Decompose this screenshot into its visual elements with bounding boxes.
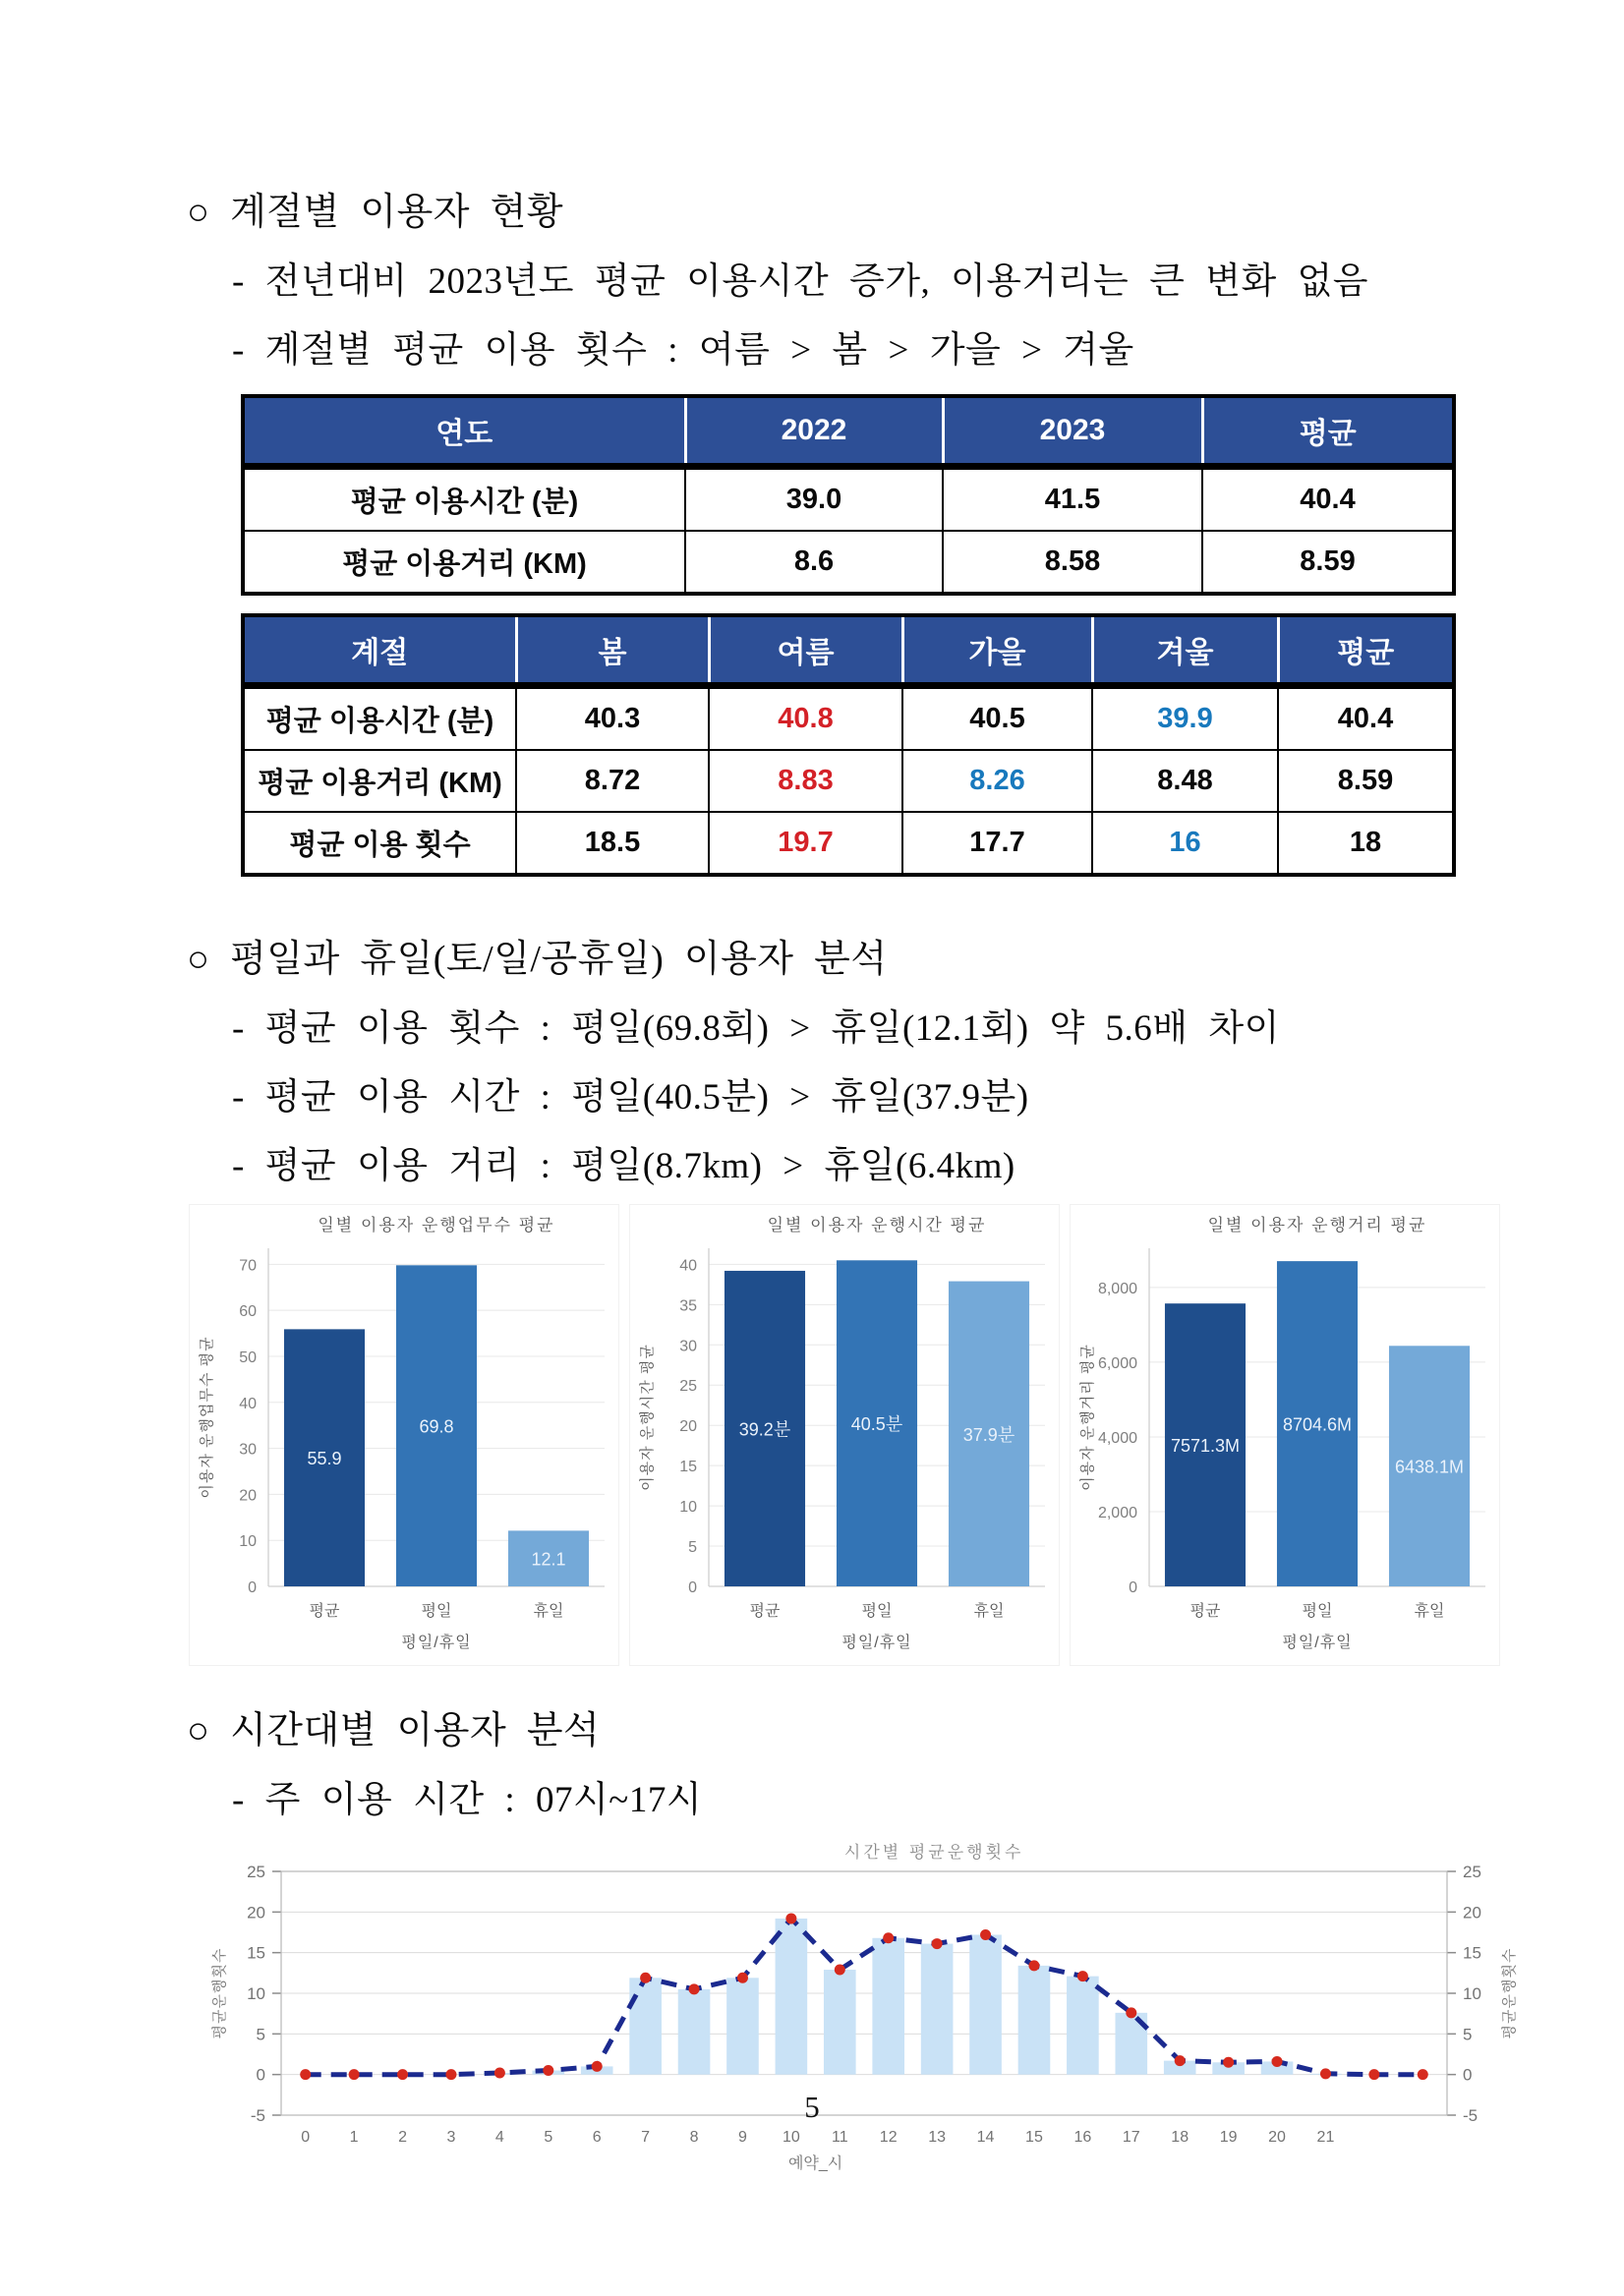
svg-text:5: 5: [688, 1539, 697, 1557]
table-cell: 8.72: [516, 750, 709, 812]
column-header: 연도: [243, 396, 685, 467]
chart-daily-trip-distance: [1070, 1204, 1500, 1666]
svg-text:평균: 평균: [309, 1603, 340, 1620]
svg-text:휴일: 휴일: [973, 1603, 1005, 1620]
table-cell: 16: [1092, 812, 1278, 875]
table-cell: 8.83: [709, 750, 902, 812]
svg-text:0: 0: [1463, 2065, 1473, 2085]
column-header: 계절: [243, 615, 516, 686]
svg-text:15: 15: [679, 1459, 697, 1476]
svg-text:평일: 평일: [861, 1603, 893, 1620]
svg-text:-5: -5: [250, 2106, 265, 2125]
weekday-bullet-3: - 평균 이용 거리 : 평일(8.7km) > 휴일(6.4km): [232, 1146, 1015, 1186]
svg-text:-5: -5: [1463, 2106, 1479, 2125]
weekday-bullet-2: - 평균 이용 시간 : 평일(40.5분) > 휴일(37.9분): [232, 1077, 1029, 1118]
column-header: 겨울: [1092, 615, 1278, 686]
svg-text:10: 10: [1463, 1984, 1481, 2003]
svg-text:평균: 평균: [749, 1603, 781, 1620]
svg-text:17: 17: [1122, 2129, 1140, 2146]
svg-text:8,000: 8,000: [1097, 1280, 1137, 1297]
svg-text:12.1: 12.1: [531, 1549, 566, 1570]
svg-text:휴일: 휴일: [533, 1603, 564, 1620]
table-cell: 39.9: [1092, 686, 1278, 751]
table-row: [243, 812, 1454, 875]
svg-text:일별 이용자 운행시간 평균: 일별 이용자 운행시간 평균: [767, 1216, 987, 1234]
svg-text:0: 0: [1129, 1579, 1137, 1596]
svg-text:30: 30: [239, 1441, 257, 1459]
svg-text:14: 14: [976, 2129, 995, 2146]
table-cell: 40.8: [709, 686, 902, 751]
table-row: [243, 531, 1454, 594]
svg-text:18: 18: [1171, 2129, 1189, 2146]
column-header: 2022: [685, 396, 943, 467]
svg-text:10: 10: [679, 1499, 697, 1517]
table-cell: 17.7: [902, 812, 1092, 875]
svg-text:이용자 운행업무수 평균: 이용자 운행업무수 평균: [199, 1336, 215, 1499]
svg-text:60: 60: [239, 1303, 257, 1321]
svg-text:25: 25: [247, 1863, 265, 1881]
table-cell: 18: [1278, 812, 1454, 875]
svg-text:4: 4: [494, 2129, 504, 2146]
svg-text:6438.1M: 6438.1M: [1394, 1457, 1465, 1477]
svg-text:평일/휴일: 평일/휴일: [1282, 1635, 1353, 1651]
table-cell: 40.3: [516, 686, 709, 751]
svg-text:40.5분: 40.5분: [850, 1414, 903, 1435]
svg-text:15: 15: [247, 1943, 265, 1963]
table-cell: 8.59: [1202, 531, 1454, 594]
column-header: 봄: [516, 615, 709, 686]
chart-hourly-trip-count: [199, 1838, 1536, 2180]
table-row: [243, 750, 1454, 812]
svg-text:2: 2: [398, 2129, 407, 2146]
table-cell: 8.48: [1092, 750, 1278, 812]
svg-text:50: 50: [239, 1349, 257, 1366]
svg-text:20: 20: [679, 1418, 697, 1436]
table-cell: 8.58: [943, 531, 1202, 594]
svg-text:70: 70: [239, 1257, 257, 1275]
daily-charts-row: [189, 1204, 1565, 1666]
svg-text:12: 12: [879, 2129, 898, 2146]
svg-text:8704.6M: 8704.6M: [1282, 1414, 1353, 1435]
table-row: [243, 467, 1454, 532]
svg-text:7571.3M: 7571.3M: [1170, 1436, 1241, 1457]
row-label: 평균 이용거리 (KM): [243, 531, 685, 594]
svg-text:0: 0: [248, 1579, 257, 1596]
svg-text:0: 0: [688, 1579, 697, 1596]
svg-text:6,000: 6,000: [1097, 1354, 1137, 1372]
svg-text:2,000: 2,000: [1097, 1504, 1137, 1521]
svg-text:0: 0: [256, 2065, 265, 2085]
svg-text:20: 20: [247, 1903, 265, 1923]
svg-text:이용자 운행시간 평균: 이용자 운행시간 평균: [639, 1344, 656, 1491]
svg-text:5: 5: [544, 2129, 553, 2146]
svg-text:0: 0: [301, 2129, 311, 2146]
table-cell: 40.5: [902, 686, 1092, 751]
svg-text:11: 11: [831, 2129, 848, 2146]
weekday-bullet-1: - 평균 이용 횟수 : 평일(69.8회) > 휴일(12.1회) 약 5.6배 차이: [232, 1008, 1280, 1049]
season-summary-table: [241, 613, 1456, 877]
svg-text:10: 10: [239, 1533, 257, 1551]
svg-text:8: 8: [689, 2129, 699, 2146]
svg-text:평일/휴일: 평일/휴일: [841, 1635, 912, 1651]
table-cell: 39.0: [685, 467, 943, 532]
svg-text:55.9: 55.9: [307, 1449, 342, 1469]
column-header: 2023: [943, 396, 1202, 467]
svg-text:1: 1: [349, 2129, 359, 2146]
svg-text:15: 15: [1025, 2129, 1043, 2146]
svg-text:7: 7: [641, 2129, 651, 2146]
svg-text:10: 10: [782, 2129, 800, 2146]
svg-text:일별 이용자 운행거리 평균: 일별 이용자 운행거리 평균: [1207, 1216, 1427, 1234]
hourly-bullet-1: - 주 이용 시간 : 07시~17시: [232, 1780, 703, 1820]
row-label: 평균 이용시간 (분): [243, 686, 516, 751]
svg-text:10: 10: [247, 1984, 265, 2003]
table-cell: 40.4: [1202, 467, 1454, 532]
seasonal-bullet-1: - 전년대비 2023년도 평균 이용시간 증가, 이용거리는 큰 변화 없음: [232, 261, 1369, 302]
svg-text:20: 20: [239, 1487, 257, 1505]
table-cell: 8.26: [902, 750, 1092, 812]
section-title-seasonal: ○ 계절별 이용자 현황: [187, 192, 564, 233]
svg-text:39.2분: 39.2분: [738, 1419, 791, 1440]
svg-text:9: 9: [738, 2129, 747, 2146]
svg-text:19: 19: [1219, 2129, 1238, 2146]
svg-text:평일: 평일: [1302, 1603, 1333, 1620]
svg-text:13: 13: [928, 2129, 947, 2146]
svg-text:69.8: 69.8: [419, 1416, 454, 1437]
table-cell: 8.6: [685, 531, 943, 594]
svg-text:평일: 평일: [421, 1603, 452, 1620]
svg-text:37.9분: 37.9분: [962, 1424, 1015, 1445]
table-cell: 8.59: [1278, 750, 1454, 812]
column-header: 평균: [1278, 615, 1454, 686]
chart-daily-trip-time: [629, 1204, 1060, 1666]
table-cell: 19.7: [709, 812, 902, 875]
row-label: 평균 이용시간 (분): [243, 467, 685, 532]
svg-text:평균운행횟수: 평균운행횟수: [1501, 1947, 1518, 2039]
chart-daily-trip-count: [189, 1204, 619, 1666]
svg-text:16: 16: [1073, 2129, 1092, 2146]
svg-text:5: 5: [256, 2025, 265, 2044]
svg-text:평균: 평균: [1189, 1603, 1221, 1620]
svg-text:시간별 평균운행횟수: 시간별 평균운행횟수: [843, 1843, 1024, 1862]
svg-text:예약_시: 예약_시: [787, 2155, 843, 2172]
svg-text:40: 40: [239, 1395, 257, 1412]
svg-text:25: 25: [1463, 1863, 1481, 1881]
table-row: [243, 686, 1454, 751]
row-label: 평균 이용 횟수: [243, 812, 516, 875]
hourly-chart-wrap: [199, 1838, 1565, 2185]
svg-text:휴일: 휴일: [1414, 1603, 1445, 1620]
svg-text:25: 25: [679, 1378, 697, 1396]
column-header: 가을: [902, 615, 1092, 686]
svg-text:15: 15: [1463, 1943, 1481, 1963]
section-title-hourly: ○ 시간대별 이용자 분석: [187, 1710, 601, 1751]
column-header: 평균: [1202, 396, 1454, 467]
svg-text:40: 40: [679, 1257, 697, 1275]
column-header: 여름: [709, 615, 902, 686]
page-number: 5: [804, 2090, 820, 2124]
svg-text:20: 20: [1268, 2129, 1286, 2146]
svg-text:4,000: 4,000: [1097, 1429, 1137, 1447]
svg-text:일별 이용자 운행업무수 평균: 일별 이용자 운행업무수 평균: [318, 1216, 555, 1234]
table-cell: 18.5: [516, 812, 709, 875]
svg-text:21: 21: [1316, 2129, 1335, 2146]
seasonal-bullet-2: - 계절별 평균 이용 횟수 : 여름 > 봄 > 가을 > 겨울: [232, 330, 1134, 371]
svg-text:5: 5: [1463, 2025, 1473, 2044]
table-cell: 40.4: [1278, 686, 1454, 751]
svg-text:평균운행횟수: 평균운행횟수: [211, 1947, 228, 2039]
svg-text:20: 20: [1463, 1903, 1481, 1923]
svg-text:평일/휴일: 평일/휴일: [401, 1635, 472, 1651]
svg-text:30: 30: [679, 1338, 697, 1355]
svg-text:3: 3: [446, 2129, 456, 2146]
svg-text:6: 6: [592, 2129, 602, 2146]
table-cell: 41.5: [943, 467, 1202, 532]
row-label: 평균 이용거리 (KM): [243, 750, 516, 812]
section-title-weekday: ○ 평일과 휴일(토/일/공휴일) 이용자 분석: [187, 939, 888, 980]
svg-text:이용자 운행거리 평균: 이용자 운행거리 평균: [1079, 1344, 1096, 1491]
year-summary-table: [241, 394, 1456, 596]
svg-text:35: 35: [679, 1297, 697, 1315]
